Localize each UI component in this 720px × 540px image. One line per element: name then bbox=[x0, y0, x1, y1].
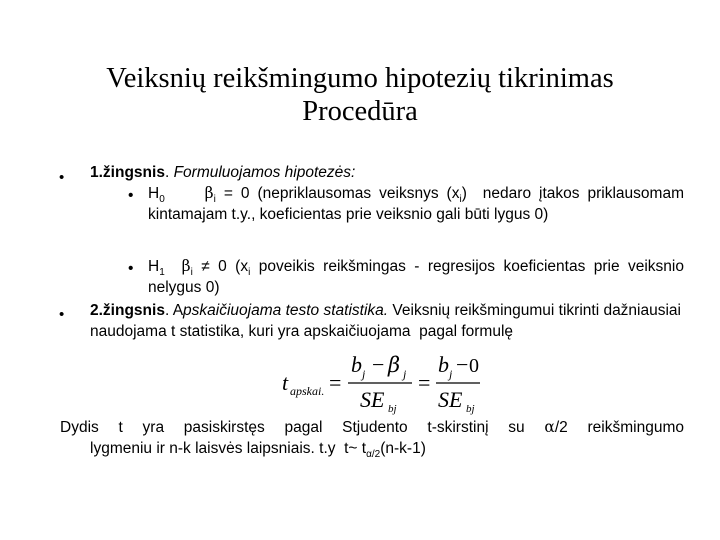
h0-text-b: ) nedaro įtakos priklausomam kintamajam t.y., koeficientas prie veiksnio gali būti lygus 0) bbox=[148, 185, 689, 223]
formula-zero: 0 bbox=[469, 355, 479, 377]
h0-beta-sub: i bbox=[213, 194, 216, 206]
paragraph-line-1 bbox=[60, 417, 684, 439]
formula-beta: β bbox=[388, 353, 401, 377]
formula-eq-2: = bbox=[418, 370, 431, 395]
paragraph-t-sub: α/2 bbox=[366, 448, 381, 460]
bullet-step-1: • bbox=[59, 169, 65, 186]
sub-bullet-h1: • bbox=[128, 260, 134, 277]
sub-bullet-h0: • bbox=[128, 187, 134, 204]
formula-j3: j bbox=[449, 367, 453, 381]
bullet-step-2: • bbox=[59, 306, 65, 323]
formula-bj-2: bj bbox=[466, 403, 475, 415]
step-2-heading-initial: A bbox=[172, 302, 184, 319]
t-statistic-formula bbox=[280, 350, 480, 418]
h1-text-b: poveikis reikšmingas - regresijos koeficientas prie veiksnio nelygus 0) bbox=[148, 258, 689, 296]
h1-subscript: 1 bbox=[159, 267, 165, 279]
step-1-label: 1.žingsnis bbox=[90, 164, 165, 181]
formula-minus-1: − bbox=[372, 352, 385, 377]
formula-b2: b bbox=[438, 352, 449, 377]
paragraph-line-2 bbox=[60, 439, 684, 460]
step-2-separator: . bbox=[164, 302, 173, 319]
step-2-text: Veiksnių reikšmingumui tikrinti dažniausiai naudojama t statistika, kuri yra apskaičiuojama pagal formulę bbox=[90, 302, 686, 340]
formula-t-sub: apskai. bbox=[290, 384, 325, 398]
paragraph-line-1-b: /2 reikšmingumo bbox=[554, 419, 684, 436]
step-2-heading: pskaičiuojama testo statistika. bbox=[183, 302, 389, 319]
formula-t: t bbox=[282, 370, 289, 395]
hypothesis-h1 bbox=[148, 256, 689, 298]
formula-j1: j bbox=[362, 367, 366, 381]
h1-x-sub: i bbox=[248, 267, 251, 279]
formula-se-2: SE bbox=[438, 387, 463, 412]
formula-minus-2: − bbox=[456, 352, 469, 377]
paragraph-line-2-b: (n-k-1) bbox=[380, 439, 426, 457]
h1-beta: β bbox=[181, 257, 191, 275]
step-2-paragraph bbox=[90, 301, 686, 342]
h0-beta: β bbox=[204, 184, 214, 202]
formula-se-1: SE bbox=[360, 387, 385, 412]
formula-b1: b bbox=[351, 352, 362, 377]
h1-text-a: ≠ 0 (x bbox=[192, 258, 249, 275]
paragraph-line-1-a: Dydis t yra pasiskirstęs pagal Stjudento t-skirstinį su bbox=[60, 419, 545, 436]
distribution-paragraph bbox=[60, 417, 684, 459]
title-line-1: Veiksnių reikšmingumo hipotezių tikrinimas bbox=[106, 63, 614, 94]
paragraph-line-2-a: lygmeniu ir n-k laisvės laipsniais. t.y t~ t bbox=[90, 439, 367, 457]
slide-title bbox=[40, 62, 680, 128]
h0-subscript: 0 bbox=[159, 194, 165, 206]
step-1-heading: Formuluojamos hipotezės: bbox=[173, 164, 356, 181]
formula-eq-1: = bbox=[329, 370, 342, 395]
formula-j2: j bbox=[403, 367, 407, 381]
hypothesis-h0 bbox=[148, 183, 689, 225]
paragraph-alpha: α bbox=[544, 418, 555, 436]
h0-text-a: = 0 (nepriklausomas veiksnys (x bbox=[215, 185, 460, 202]
h1-symbol: H bbox=[148, 258, 160, 275]
step-2-label: 2.žingsnis bbox=[90, 302, 165, 319]
step-1-separator: . bbox=[164, 164, 174, 181]
step-1-line bbox=[90, 163, 355, 184]
h1-beta-sub: i bbox=[190, 267, 193, 279]
h0-x-sub: i bbox=[459, 194, 462, 206]
h0-symbol: H bbox=[148, 185, 160, 202]
formula-bj-1: bj bbox=[388, 403, 397, 415]
title-line-2: Procedūra bbox=[302, 96, 418, 127]
